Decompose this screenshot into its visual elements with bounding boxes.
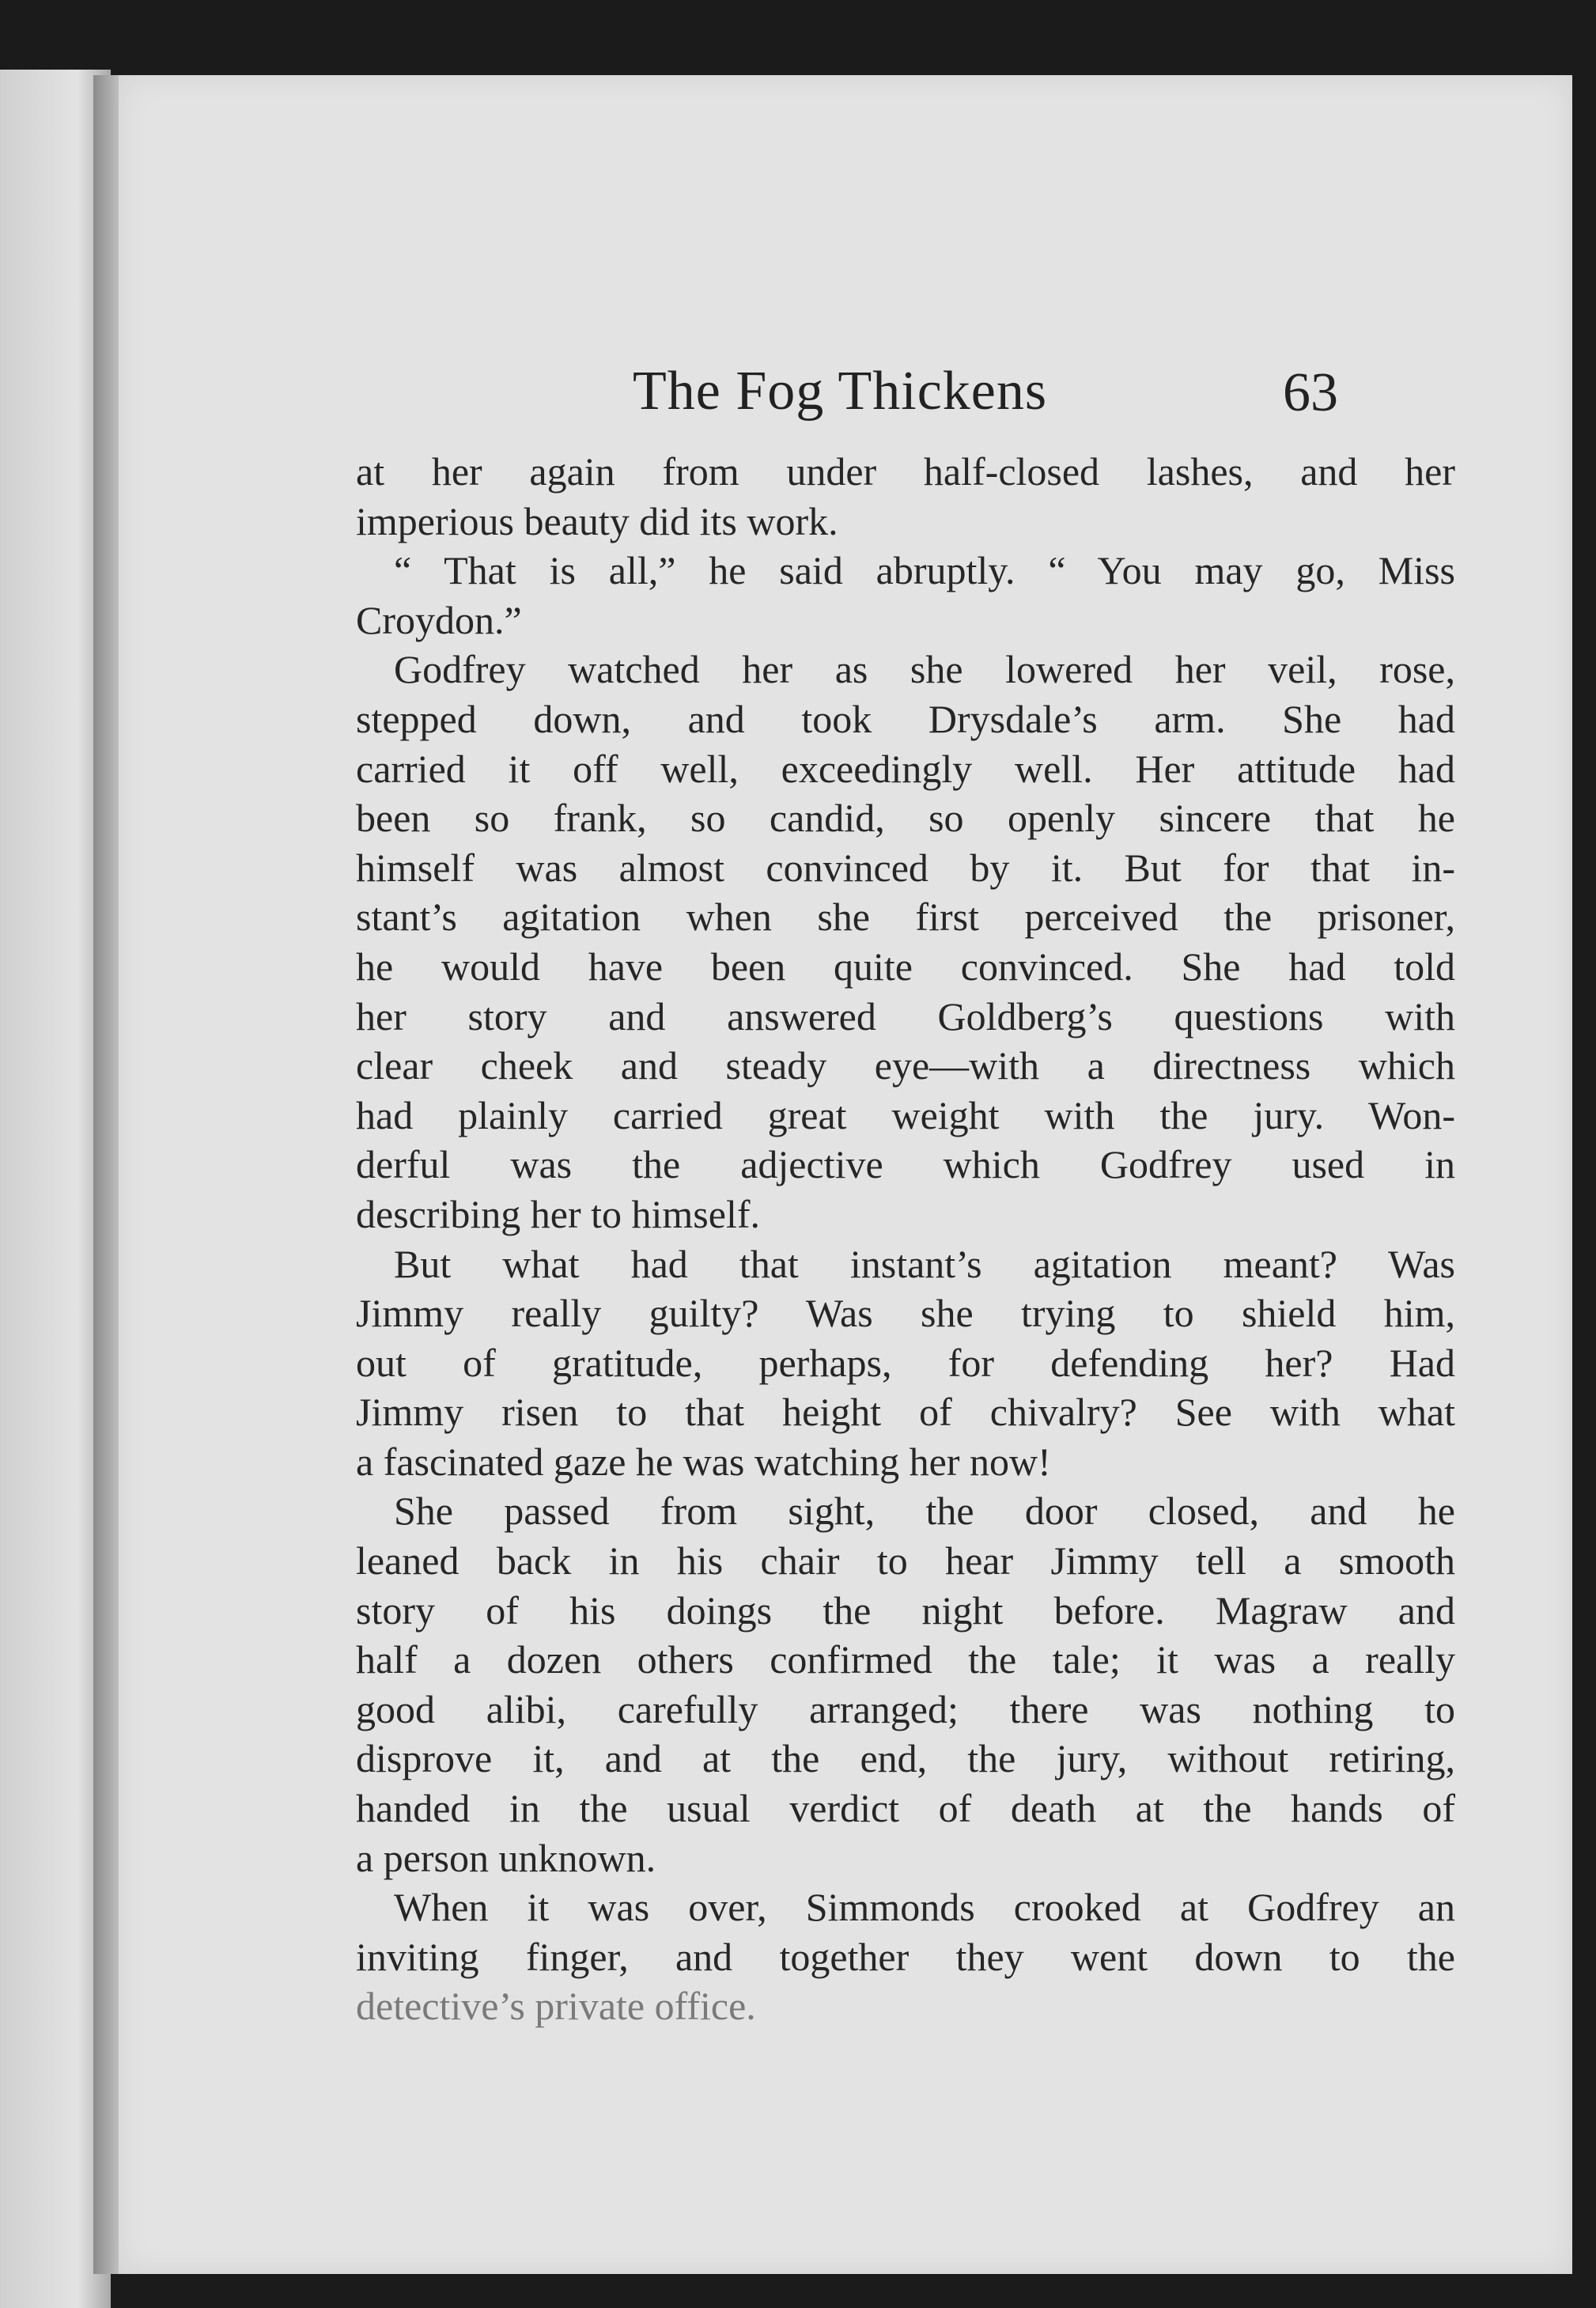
chapter-title: The Fog Thickens [633, 361, 1048, 422]
text-line: She passed from sight, the door closed, and he [394, 1489, 1455, 1534]
text-line: carried it off well, exceedingly well. Her attitude had [356, 746, 1455, 791]
text-line: a person unknown. [356, 1835, 656, 1880]
text-line: out of gratitude, perhaps, for defending her? Had [356, 1340, 1455, 1385]
text-line: Jimmy really guilty? Was she trying to shield him, [356, 1291, 1455, 1336]
text-line: imperious beauty did its work. [356, 498, 838, 543]
text-line: story of his doings the night before. Magraw and [356, 1587, 1455, 1633]
page-number: 63 [1283, 362, 1338, 423]
text-line: been so frank, so candid, so openly sincere that he [356, 796, 1455, 841]
running-head [119, 360, 1572, 431]
text-line: But what had that instant’s agitation meant? Was [394, 1241, 1455, 1286]
text-line: derful was the adjective which Godfrey used in [356, 1142, 1455, 1187]
text-line: When it was over, Simmonds crooked at Godfrey an [394, 1885, 1455, 1930]
text-line: stant’s agitation when she first perceived the prisoner, [356, 895, 1455, 940]
text-line: Croydon.” [356, 597, 522, 642]
text-line: detective’s private office. [356, 1984, 756, 2029]
text-line: Jimmy risen to that height of chivalry? See with what [356, 1390, 1455, 1435]
text-line: leaned back in his chair to hear Jimmy tell a smooth [356, 1538, 1455, 1583]
text-line: disprove it, and at the end, the jury, without retiring, [356, 1736, 1455, 1781]
book-page [119, 75, 1572, 2274]
text-line: describing her to himself. [356, 1191, 760, 1236]
body-text [356, 447, 1455, 2031]
text-line: himself was almost convinced by it. But for that in- [356, 845, 1455, 890]
text-line: Godfrey watched her as she lowered her veil, rose, [394, 647, 1455, 692]
text-line: a fascinated gaze he was watching her now! [356, 1439, 1051, 1484]
text-line: half a dozen others confirmed the tale; it was a really [356, 1637, 1455, 1682]
text-line: good alibi, carefully arranged; there was nothing to [356, 1686, 1455, 1731]
text-line: handed in the usual verdict of death at the hands of [356, 1786, 1455, 1831]
text-line: had plainly carried great weight with the jury. Won- [356, 1092, 1455, 1137]
text-line: stepped down, and took Drysdale’s arm. She had [356, 696, 1455, 741]
text-line: inviting finger, and together they went down to the [356, 1934, 1455, 1979]
text-line: he would have been quite convinced. She had told [356, 944, 1455, 989]
text-line: at her again from under half-closed lashes, and her [356, 449, 1455, 494]
text-line: “ That is all,” he said abruptly. “ You may go, Miss [394, 548, 1455, 593]
text-line: clear cheek and steady eye—with a directness which [356, 1043, 1455, 1088]
text-line: her story and answered Goldberg’s questions with [356, 993, 1455, 1039]
